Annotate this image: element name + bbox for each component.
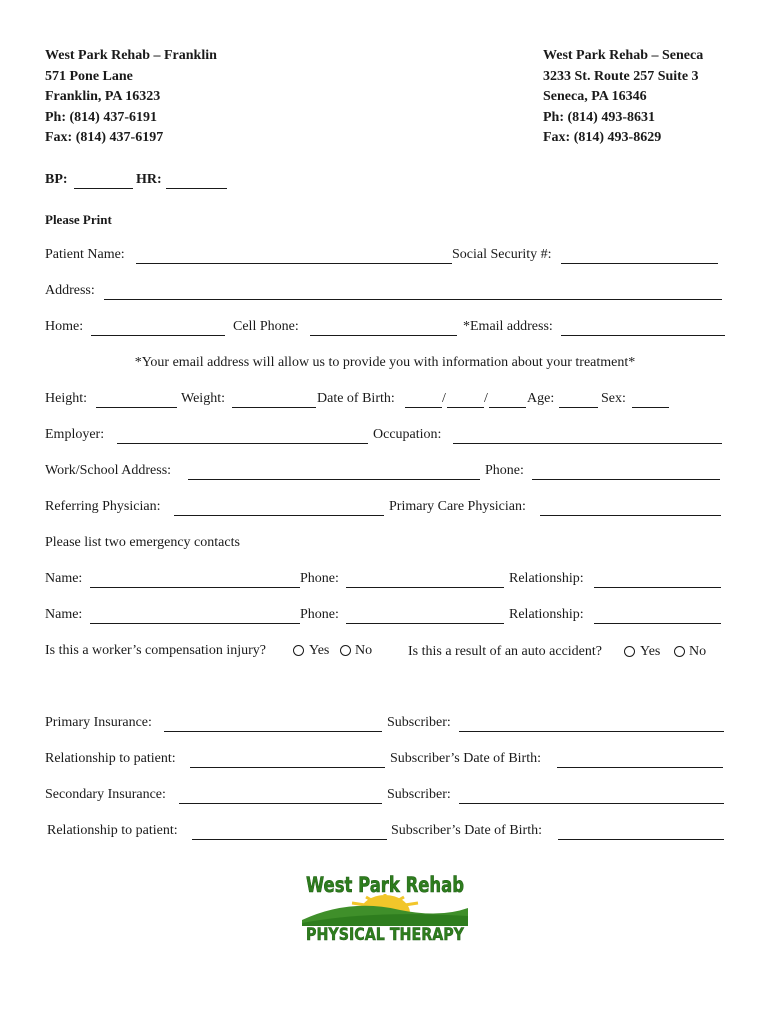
franklin-phone: Ph: (814) 437-6191 (45, 109, 157, 125)
primary-subscriber-dob-label: Subscriber’s Date of Birth: (390, 751, 541, 766)
sex-field[interactable] (632, 407, 669, 408)
west-park-rehab-logo (300, 868, 470, 948)
primary-subscriber-field[interactable] (459, 731, 724, 732)
email-field[interactable] (561, 335, 725, 336)
sex-label: Sex: (601, 391, 626, 406)
workers-comp-yes-radio[interactable] (293, 645, 304, 656)
bp-field[interactable] (74, 188, 133, 189)
secondary-subscriber-dob-label: Subscriber’s Date of Birth: (391, 823, 542, 838)
seneca-city: Seneca, PA 16346 (543, 89, 647, 104)
ec1-phone-field[interactable] (346, 587, 504, 588)
dob-day-field[interactable] (447, 407, 484, 408)
primary-subscriber-label: Subscriber: (387, 715, 451, 730)
logo-line-2: PHYSICAL THERAPY (306, 925, 465, 945)
workers-comp-yes-label: Yes (309, 643, 330, 658)
seneca-name: West Park Rehab – Seneca (543, 48, 704, 63)
logo-line-1: West Park Rehab (306, 873, 464, 897)
ec1-name-field[interactable] (90, 587, 300, 588)
work-address-field[interactable] (188, 479, 480, 480)
email-note: *Your email address will allow us to provide you with information about your treatment* (134, 355, 636, 370)
bp-label: BP: (45, 172, 68, 187)
vitals-row (0, 172, 770, 192)
emergency-contacts-heading: Please list two emergency contacts (45, 535, 240, 550)
primary-insurance-label: Primary Insurance: (45, 715, 152, 730)
cell-phone-label: Cell Phone: (233, 319, 299, 334)
sunrise-graphic (302, 894, 468, 926)
work-address-row (0, 463, 770, 483)
employer-field[interactable] (117, 443, 368, 444)
ec-name-label: Name: (45, 607, 83, 622)
employment-row (0, 427, 770, 447)
hr-label: HR: (136, 172, 162, 187)
height-field[interactable] (96, 407, 177, 408)
franklin-street: 571 Pone Lane (45, 68, 133, 84)
referring-physician-field[interactable] (174, 515, 384, 516)
email-label: *Email address: (463, 319, 553, 334)
ec-name-label: Name: (45, 571, 83, 586)
patient-name-label: Patient Name: (45, 247, 125, 262)
occupation-label: Occupation: (373, 427, 442, 442)
franklin-fax: Fax: (814) 437-6197 (45, 130, 164, 145)
workers-comp-no-radio[interactable] (340, 645, 351, 656)
please-print-note: Please Print (45, 212, 112, 227)
work-address-label: Work/School Address: (45, 463, 172, 478)
auto-accident-question: Is this a result of an auto accident? (408, 644, 602, 659)
secondary-insurance-label: Secondary Insurance: (45, 787, 166, 802)
franklin-name: West Park Rehab – Franklin (45, 48, 217, 63)
weight-label: Weight: (181, 391, 225, 406)
secondary-relationship-field[interactable] (192, 839, 387, 840)
hr-field[interactable] (166, 188, 227, 189)
secondary-subscriber-label: Subscriber: (387, 787, 451, 802)
ec-relationship-label: Relationship: (509, 571, 584, 586)
occupation-field[interactable] (453, 443, 722, 444)
dob-slash-2: / (484, 391, 488, 406)
franklin-city: Franklin, PA 16323 (45, 89, 161, 104)
seneca-address-block (543, 46, 703, 149)
pcp-label: Primary Care Physician: (389, 499, 526, 514)
primary-insurance-row (0, 715, 770, 735)
ec2-name-field[interactable] (90, 623, 300, 624)
ec1-relationship-field[interactable] (594, 587, 721, 588)
primary-relationship-field[interactable] (190, 767, 385, 768)
weight-field[interactable] (232, 407, 316, 408)
age-field[interactable] (559, 407, 598, 408)
age-label: Age: (527, 391, 555, 406)
secondary-relationship-label: Relationship to patient: (47, 823, 178, 838)
demographics-row (0, 391, 770, 411)
ssn-label: Social Security #: (452, 247, 552, 262)
emergency-contact-row (0, 571, 770, 591)
home-phone-label: Home: (45, 319, 84, 334)
secondary-insurance-row (0, 787, 770, 807)
address-field[interactable] (104, 299, 722, 300)
ec-relationship-label: Relationship: (509, 607, 584, 622)
secondary-relationship-row (0, 823, 770, 843)
primary-insurance-field[interactable] (164, 731, 382, 732)
referring-physician-label: Referring Physician: (45, 499, 161, 514)
workers-comp-no-label: No (355, 643, 373, 658)
injury-questions-row (0, 643, 770, 663)
address-label: Address: (45, 283, 95, 298)
secondary-insurance-field[interactable] (179, 803, 382, 804)
dob-label: Date of Birth: (317, 391, 395, 406)
seneca-street: 3233 St. Route 257 Suite 3 (543, 68, 699, 84)
ec2-relationship-field[interactable] (594, 623, 721, 624)
contact-phone-row (0, 319, 770, 339)
height-label: Height: (45, 391, 87, 406)
emergency-contact-row (0, 607, 770, 627)
employer-label: Employer: (45, 427, 105, 442)
pcp-field[interactable] (540, 515, 721, 516)
franklin-address-block (45, 46, 217, 149)
physicians-row (0, 499, 770, 519)
secondary-subscriber-dob-field[interactable] (558, 839, 724, 840)
auto-accident-no-label: No (689, 644, 707, 659)
ec2-phone-field[interactable] (346, 623, 504, 624)
seneca-fax: Fax: (814) 493-8629 (543, 130, 662, 145)
patient-name-field[interactable] (136, 263, 452, 264)
auto-accident-yes-radio[interactable] (624, 646, 635, 657)
cell-phone-field[interactable] (310, 335, 457, 336)
work-phone-label: Phone: (485, 463, 524, 478)
workers-comp-question: Is this a worker’s compensation injury? (45, 643, 266, 658)
ssn-field[interactable] (561, 263, 718, 264)
ec-phone-label: Phone: (300, 571, 339, 586)
work-phone-field[interactable] (532, 479, 720, 480)
ec-phone-label: Phone: (300, 607, 339, 622)
dob-slash-1: / (442, 391, 446, 406)
dob-month-field[interactable] (405, 407, 442, 408)
address-row (0, 283, 770, 303)
dob-year-field[interactable] (489, 407, 526, 408)
secondary-subscriber-field[interactable] (459, 803, 724, 804)
auto-accident-no-radio[interactable] (674, 646, 685, 657)
seneca-phone: Ph: (814) 493-8631 (543, 109, 655, 125)
primary-subscriber-dob-field[interactable] (557, 767, 723, 768)
home-phone-field[interactable] (91, 335, 225, 336)
patient-name-row (0, 247, 770, 267)
primary-relationship-row (0, 751, 770, 771)
auto-accident-yes-label: Yes (640, 644, 661, 659)
primary-relationship-label: Relationship to patient: (45, 751, 176, 766)
